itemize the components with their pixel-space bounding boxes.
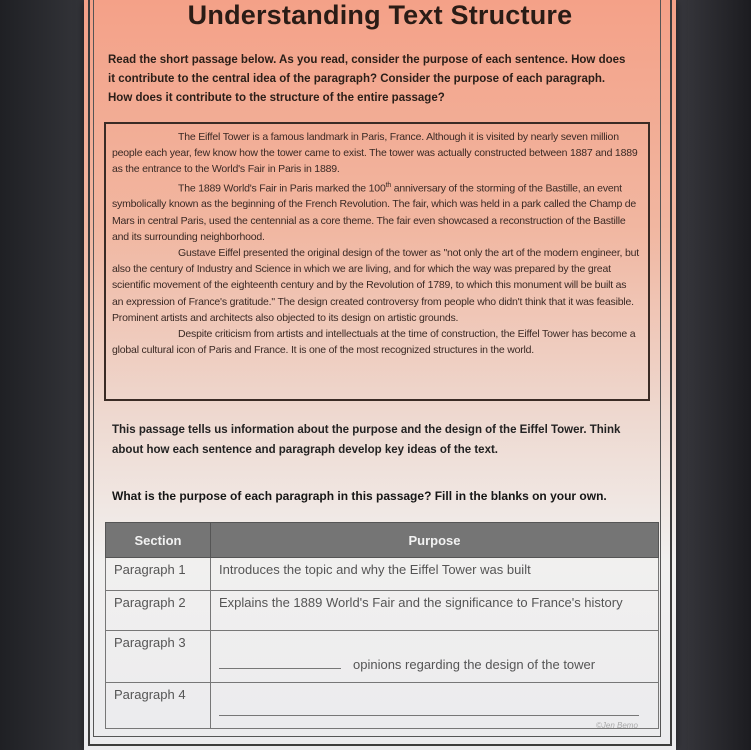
copyright-credit: ©Jen Bemo <box>596 721 638 730</box>
purpose-table <box>105 522 659 729</box>
table-header-row <box>106 523 659 558</box>
purpose-text: opinions regarding the design of the tower <box>353 657 596 672</box>
page-title: Understanding Text Structure <box>187 0 573 30</box>
passage-paragraph-4: Despite criticism from artists and intellectuals at the time of construction, the Eiffel Tower has become a global cultural icon of Paris and France. It is one of the most recognized structures in the world. <box>112 327 636 357</box>
purpose-cell[interactable]: Introduces the topic and why the Eiffel Tower was built <box>211 558 659 591</box>
table-row <box>106 683 659 729</box>
table-row <box>106 558 659 591</box>
fill-in-blank[interactable] <box>219 668 341 669</box>
passage-box <box>104 122 650 401</box>
section-cell: Paragraph 4 <box>106 683 211 729</box>
passage-paragraph-1: The Eiffel Tower is a famous landmark in Paris, France. Although it is visited by nearly seven million people each year, few know how the tower came to exist. The tower was actually constructed between 1887 and 1889 as the entrance to the World's Fair in Paris in 1889. <box>112 131 638 176</box>
background-left <box>0 0 86 750</box>
table-row <box>106 631 659 683</box>
purpose-cell[interactable] <box>211 683 659 729</box>
purpose-cell[interactable]: Explains the 1889 World's Fair and the significance to France's history <box>211 591 659 631</box>
purpose-cell[interactable] <box>211 631 659 683</box>
fill-in-blank[interactable] <box>219 715 639 716</box>
header-purpose: Purpose <box>211 523 659 558</box>
background-right <box>671 0 751 750</box>
passage-paragraph-2: The 1889 World's Fair in Paris marked the 100th anniversary of the storming of the Bastille, an event symbolically known as the beginning of the French Revolution. The fair, which was held in a park called the Champ de Mars in central Paris, used the centennial as a core theme. The fair even showcased a reconstruction of the Bastille and its surrounding neighborhood. <box>112 181 637 243</box>
instructions: Read the short passage below. As you read, consider the purpose of each sentence. How does it contribute to the central idea of the paragraph? Consider the purpose of each paragraph. How does it contribute to the structure of the entire passage? <box>108 54 626 104</box>
section-cell: Paragraph 2 <box>106 591 211 631</box>
section-cell: Paragraph 1 <box>106 558 211 591</box>
question-prompt: What is the purpose of each paragraph in this passage? Fill in the blanks on your own. <box>112 489 607 503</box>
table-row <box>106 591 659 631</box>
passage-paragraph-3: Gustave Eiffel presented the original design of the tower as "not only the art of the modern engineer, but also the century of Industry and Science in which we are living, and for which the way was prepared by the great scientific movement of the eighteenth century and by the Revolution of 1789, to which this monument will be built as an expression of France's gratitude." The design created controversy from people who didn't think that it was feasible. Prominent artists and architects also objected to its design on artistic grounds. <box>112 246 639 324</box>
section-cell: Paragraph 3 <box>106 631 211 683</box>
followup-text: This passage tells us information about the purpose and the design of the Eiffel Tower. Think about how each sentence and paragraph develop key ideas of the text. <box>112 424 621 456</box>
worksheet-page <box>84 0 676 750</box>
header-section: Section <box>106 523 211 558</box>
